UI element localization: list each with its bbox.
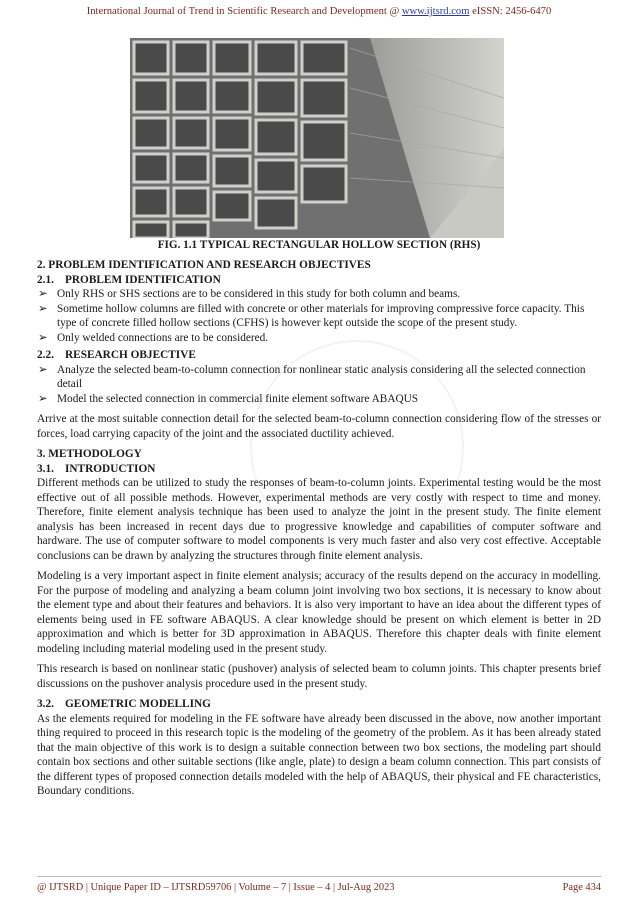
list-item-text: Only RHS or SHS sections are to be considered in this study for both column and beams. — [57, 288, 461, 300]
section-title: RESEARCH OBJECTIVE — [65, 349, 196, 361]
rhs-photo — [130, 38, 504, 238]
arrow-bullet-icon: ➢ — [38, 288, 48, 300]
section-title: INTRODUCTION — [65, 462, 156, 475]
list-item-text: Sometime hollow columns are filled with concrete or other materials for improving compressive force capacity. This type of concrete filled hollow sections (CFHS) is however kept outside the scope of the present study. — [57, 302, 585, 329]
list-item-text: Model the selected connection in commercial finite element software ABAQUS — [57, 392, 419, 405]
footer-citation: @ IJTSRD | Unique Paper ID – IJTSRD59706 | Volume – 7 | Issue – 4 | Jul-Aug 2023 — [37, 882, 395, 893]
arrow-bullet-icon: ➢ — [38, 302, 48, 315]
list-item — [37, 363, 601, 392]
arrow-bullet-icon: ➢ — [38, 331, 48, 344]
list-item — [37, 302, 601, 331]
objective-paragraph: Arrive at the most suitable connection detail for the selected beam-to-column connection considering flow of the stresses or forces, load carrying capacity of the joint and the associated ductility achieved. — [37, 413, 601, 440]
list-item-text: Analyze the selected beam-to-column connection for nonlinear static analysis considering all the selected connection detail — [57, 363, 586, 390]
research-objective-list — [37, 363, 601, 407]
article-body — [37, 258, 601, 799]
section-number: 2.1. — [37, 273, 54, 286]
rhs-stack-illustration — [130, 38, 504, 238]
list-item — [37, 331, 601, 346]
list-item-text: Only welded connections are to be considered. — [57, 331, 269, 344]
journal-issn: eISSN: 2456-6470 — [469, 6, 552, 17]
section-2-1-heading — [37, 273, 601, 288]
section-title: GEOMETRIC MODELLING — [65, 698, 211, 710]
section-3-heading: 3. METHODOLOGY — [37, 448, 142, 460]
arrow-bullet-icon: ➢ — [38, 363, 48, 376]
section-3-1-heading — [37, 462, 601, 477]
introduction-paragraph-2: Modeling is a very important aspect in finite element analysis; accuracy of the results depend on the accuracy in modelling. For the purpose of modeling and analyzing a beam column joint involving two box sections, it is necessary to know about the element type and about their features and behaviors. It is also very important to have an idea about the different types of elements being used in FE software ABAQUS. A clear knowledge should be present on which element is better in 2D approximation and which is better for 3D approximation in ABAQUS. Therefore this chapter deals with finite element modeling including material modeling used in the present study. — [37, 570, 601, 655]
geometric-modelling-paragraph: As the elements required for modeling in the FE software have already been discussed in the above, now another important thing required to proceed in this research topic is the modeling of the geometry of the problem. As it has been already stated that the main objective of this work is to design a suitable connection between two box sections, the modeling part should contain box sections and other suitable sections (like angle, plate) to design a beam column connection. This part consists of the different types of proposed connection details modeled with the help of ABAQUS, their physical and FE characteristics, Boundary conditions. — [37, 712, 601, 797]
section-number: 2.2. — [37, 349, 54, 361]
section-number: 3.1. — [37, 462, 54, 475]
introduction-paragraph-3: This research is based on nonlinear static (pushover) analysis of selected beam to column joints. This chapter presents brief discussions on the pushover analysis procedure used in the present study. — [37, 663, 601, 690]
page-number: Page 434 — [562, 882, 601, 893]
section-2-heading: 2. PROBLEM IDENTIFICATION AND RESEARCH OBJECTIVES — [37, 259, 371, 271]
running-header — [0, 6, 638, 17]
section-title: PROBLEM IDENTIFICATION — [65, 273, 221, 286]
journal-name: International Journal of Trend in Scientific Research and Development @ — [86, 6, 402, 17]
section-3-2-heading — [37, 697, 601, 712]
figure-caption: FIG. 1.1 TYPICAL RECTANGULAR HOLLOW SECTION (RHS) — [157, 239, 481, 251]
journal-url-link[interactable]: www.ijtsrd.com — [401, 6, 470, 17]
section-number: 3.2. — [37, 698, 54, 710]
running-footer — [37, 882, 601, 893]
problem-identification-list — [37, 287, 601, 345]
section-2-2-heading — [37, 348, 601, 363]
introduction-paragraph-1: Different methods can be utilized to study the responses of beam-to-column joints. Experimental testing would be the most effective out of all possible methods. However, experimental methods are very costly with respect to time and money. Therefore, finite element analysis technique has been used to analyze the joint in the present study. The finite element analysis has been increased in recent days due to progressive knowledge and capabilities of computer software and hardware. The use of computer software to model components is very much faster and also very cost effective. Acceptable conclusions can be drawn by analyzing the structures through finite element analysis. — [37, 477, 601, 562]
list-item — [37, 287, 601, 302]
arrow-bullet-icon: ➢ — [38, 392, 48, 405]
footer-divider — [37, 876, 601, 877]
list-item — [37, 392, 601, 407]
